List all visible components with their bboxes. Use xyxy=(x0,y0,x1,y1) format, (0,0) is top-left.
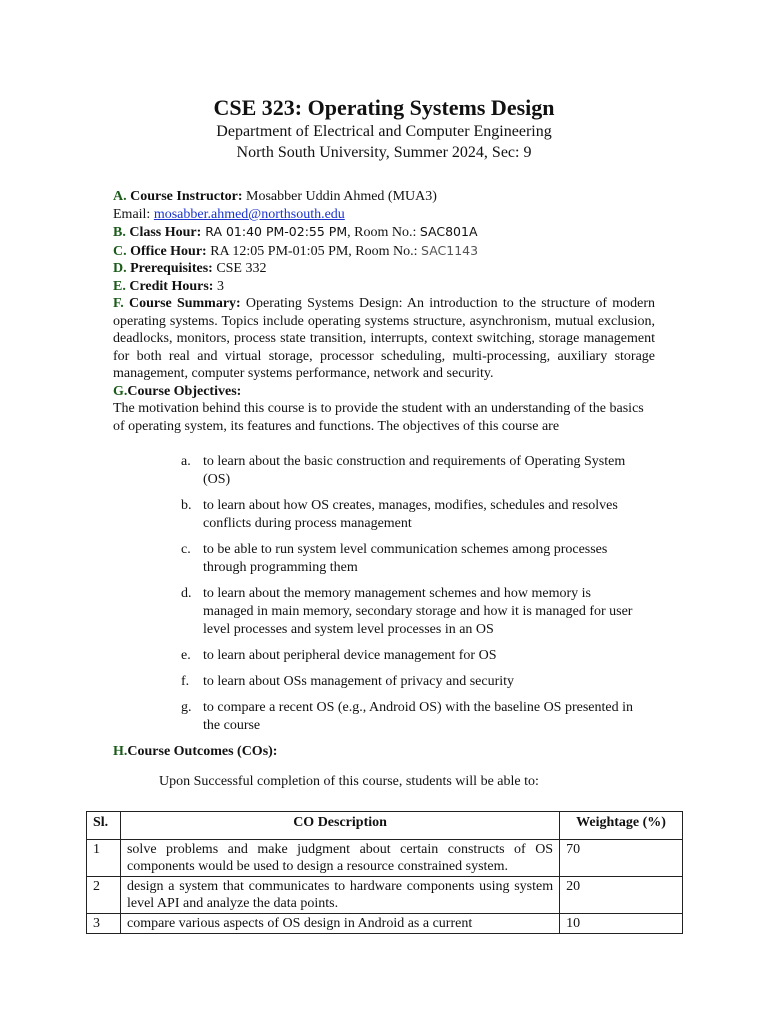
course-summary-text: Operating Systems Design: An introduction to the structure of modern operating systems. Topics include operating systems structure, asynchronism, mutual exclusion, deadlocks, monitors, process state transition, interrupts, context switching, storage management for both real and virtual storage, processor scheduling, multi-processing, auxiliary storage management, computer systems performance, network and security. xyxy=(113,296,656,381)
department-name: Department of Electrical and Computer Engineering xyxy=(216,123,552,140)
office-hour-value: RA 12:05 PM-01:05 PM, Room No.: xyxy=(206,243,422,259)
class-hour-label: Class Hour: xyxy=(129,225,202,240)
office-room-value: SAC1143 xyxy=(421,242,479,258)
objective-text: to learn about the basic construction and requirements of Operating System (OS) xyxy=(203,454,626,487)
prerequisites-line xyxy=(113,260,655,278)
objectives-intro: The motivation behind this course is to provide the student with an understanding of the basics of operating system, its features and functions. The objectives of this course are xyxy=(113,401,644,434)
list-marker: e. xyxy=(181,648,191,663)
cell-description: design a system that communicates to hardware components using system level API and analyze the data points. xyxy=(120,877,559,914)
column-header-description: CO Description xyxy=(120,812,559,840)
objective-text: to learn about peripheral device management for OS xyxy=(203,648,497,663)
office-hour-line xyxy=(113,242,655,261)
objective-text: to learn about OSs management of privacy and security xyxy=(203,674,515,689)
table-row xyxy=(87,840,683,877)
course-outcomes-table xyxy=(86,811,683,934)
credit-hours-line xyxy=(113,278,655,296)
title-block xyxy=(0,95,768,163)
class-hour-value: RA 01:40 PM-02:55 PM xyxy=(201,224,348,239)
instructor-value: Mosabber Uddin Ahmed (MUA3) xyxy=(242,189,437,204)
objectives-list xyxy=(181,453,641,735)
outcomes-intro: Upon Successful completion of this course, students will be able to: xyxy=(159,773,539,789)
cell-weightage: 70 xyxy=(560,840,683,877)
list-marker: c. xyxy=(181,542,191,557)
column-header-weightage: Weightage (%) xyxy=(560,812,683,840)
objective-text: to learn about the memory management schemes and how memory is managed in main memory, secondary storage and how it is managed for user level processes and system level processes in an OS xyxy=(203,586,633,637)
course-summary-label: Course Summary: xyxy=(128,296,241,311)
list-marker: d. xyxy=(181,586,192,601)
table-row xyxy=(87,877,683,914)
email-link[interactable]: mosabber.ahmed@northsouth.edu xyxy=(153,206,345,222)
credit-hours-label: Credit Hours: xyxy=(129,278,214,294)
prerequisites-label: Prerequisites: xyxy=(130,261,213,276)
section-letter: D. xyxy=(113,261,127,276)
list-item xyxy=(181,699,641,735)
objective-text: to learn about how OS creates, manages, modifies, schedules and resolves conflicts during process management xyxy=(203,498,618,531)
section-letter: F. xyxy=(113,296,124,311)
cell-weightage: 20 xyxy=(560,877,683,914)
list-marker: g. xyxy=(181,700,192,715)
table-header-row xyxy=(87,812,683,840)
section-letter: E. xyxy=(113,278,126,294)
office-hour-label: Office Hour: xyxy=(130,243,207,259)
instructor-label: Course Instructor: xyxy=(130,189,243,204)
cell-sl: 1 xyxy=(87,840,121,877)
objective-text: to compare a recent OS (e.g., Android OS) with the baseline OS presented in the course xyxy=(203,700,634,733)
credit-hours-value: 3 xyxy=(213,278,224,294)
cell-description: compare various aspects of OS design in Android as a current xyxy=(120,914,559,934)
section-letter: A. xyxy=(113,189,127,204)
list-item xyxy=(181,497,641,533)
objective-text: to be able to run system level communication schemes among processes through programming them xyxy=(203,542,608,575)
objectives-label: Course Objectives: xyxy=(127,383,242,399)
list-marker: b. xyxy=(181,498,192,513)
list-item xyxy=(181,453,641,489)
list-item xyxy=(181,541,641,577)
outcomes-heading xyxy=(113,743,655,761)
class-hour-line xyxy=(113,223,655,242)
list-item xyxy=(181,647,641,665)
class-room-value: SAC801A xyxy=(419,224,478,239)
outcomes-label: Course Outcomes (COs): xyxy=(127,744,278,759)
cell-description: solve problems and make judgment about certain constructs of OS components would be used to design a resource constrained system. xyxy=(120,840,559,877)
course-summary xyxy=(113,295,655,383)
list-item xyxy=(181,673,641,691)
course-info xyxy=(113,188,655,790)
email-line xyxy=(113,206,655,224)
list-item xyxy=(181,585,641,639)
section-letter: C. xyxy=(113,243,127,259)
prerequisites-value: CSE 332 xyxy=(212,261,267,276)
column-header-sl: Sl. xyxy=(87,812,121,840)
email-label: Email: xyxy=(113,206,154,222)
list-marker: f. xyxy=(181,674,190,689)
course-title: CSE 323: Operating Systems Design xyxy=(213,95,555,120)
objectives-heading xyxy=(113,383,655,401)
section-letter: B. xyxy=(113,225,126,240)
cell-sl: 3 xyxy=(87,914,121,934)
section-letter: H. xyxy=(113,744,128,759)
university-term: North South University, Summer 2024, Sec: 9 xyxy=(236,144,532,161)
class-room-label: , Room No.: xyxy=(347,225,420,240)
table-row xyxy=(87,914,683,934)
instructor-line xyxy=(113,188,655,206)
cell-weightage: 10 xyxy=(560,914,683,934)
cell-sl: 2 xyxy=(87,877,121,914)
section-letter: G. xyxy=(113,383,128,399)
list-marker: a. xyxy=(181,454,191,469)
